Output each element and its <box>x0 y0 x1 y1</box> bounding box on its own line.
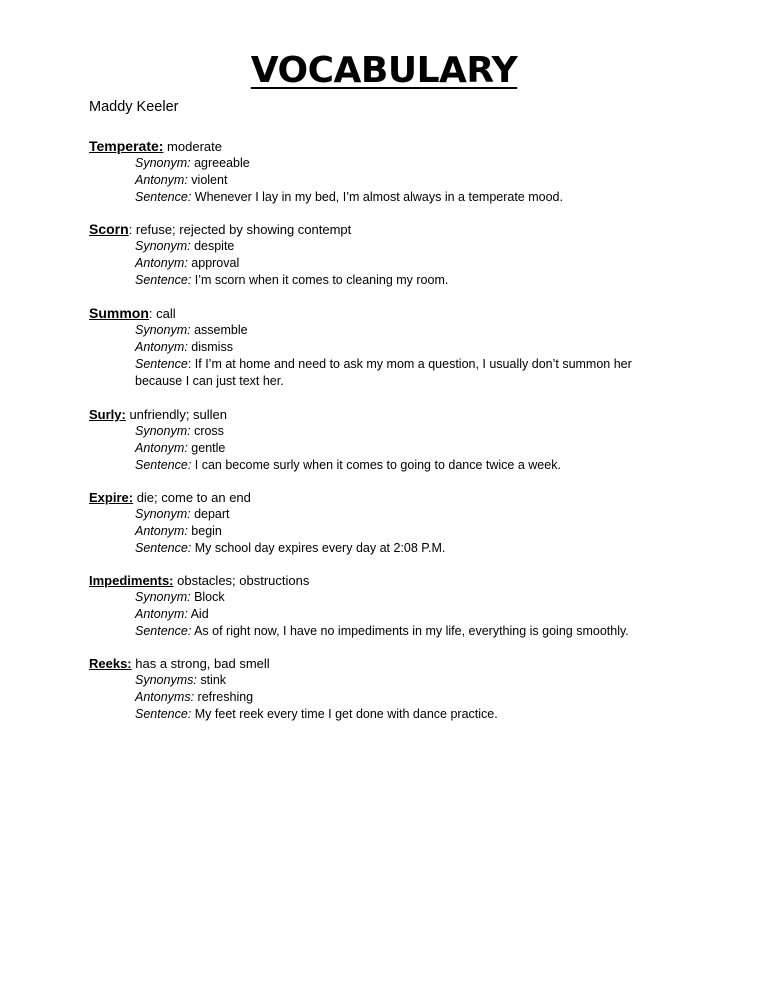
vocab-word: Scorn <box>89 221 129 237</box>
vocab-entry-summon <box>89 305 689 390</box>
sentence-line: Sentence: I’m scorn when it comes to cleaning my room. <box>135 273 449 287</box>
vocab-definition: refuse; rejected by showing contempt <box>132 222 352 237</box>
vocab-word: Temperate: <box>89 138 164 154</box>
entry-heading <box>89 572 689 589</box>
antonym-line: Antonym: approval <box>135 256 240 270</box>
vocab-word: Expire: <box>89 490 134 505</box>
vocab-definition: call <box>152 306 176 321</box>
entry-heading <box>89 655 689 672</box>
vocab-entry-scorn <box>89 221 689 289</box>
synonym-line: Synonym: assemble <box>135 323 248 337</box>
entry-heading <box>89 138 689 155</box>
vocab-definition: obstacles; obstructions <box>173 573 310 588</box>
entry-heading: Scorn: refuse; rejected by showing contempt <box>89 221 352 237</box>
antonym-line: Antonym: Aid <box>135 607 209 621</box>
antonym-line: Antonym: dismiss <box>135 340 233 354</box>
sentence-line: Sentence: My feet reek every time I get done with dance practice. <box>135 707 498 721</box>
vocab-definition: die; come to an end <box>133 490 251 505</box>
synonym-line: Synonym: cross <box>135 424 224 438</box>
sentence-line: Sentence: I can become surly when it comes to going to dance twice a week. <box>135 458 561 472</box>
vocab-entry-expire <box>89 489 689 557</box>
synonym-line: Synonym: depart <box>135 507 230 521</box>
antonym-line: Antonym: gentle <box>135 441 226 455</box>
vocab-word: Impediments: <box>89 573 174 588</box>
entry-heading <box>89 406 689 423</box>
vocab-definition: unfriendly; sullen <box>125 407 228 422</box>
vocab-entry-temperate <box>89 138 689 206</box>
entry-heading: Summon: call <box>89 305 176 321</box>
antonym-line: Antonym: begin <box>135 524 222 538</box>
synonym-line: Synonyms: stink <box>135 673 227 687</box>
sentence-line: Sentence: If I’m at home and need to ask my mom a question, I usually don’t summon her because I can just text her. <box>135 357 632 388</box>
vocab-entry-reeks <box>89 655 689 723</box>
sentence-line: Sentence: My school day expires every day at 2:08 P.M. <box>135 541 446 555</box>
synonym-line: Synonym: despite <box>135 239 235 253</box>
vocab-word: Reeks: <box>89 656 132 671</box>
antonym-line: Antonyms: refreshing <box>135 690 254 704</box>
vocab-word: Surly: <box>89 407 126 422</box>
author-name: Maddy Keeler <box>89 99 179 115</box>
sentence-line: Sentence: Whenever I lay in my bed, I’m almost always in a temperate mood. <box>135 190 563 204</box>
vocab-definition: moderate <box>163 139 222 154</box>
synonym-line: Synonym: agreeable <box>135 156 250 170</box>
vocab-word: Summon <box>89 305 149 321</box>
vocab-entry-surly <box>89 406 689 474</box>
entry-heading <box>89 489 689 506</box>
vocab-entry-impediments <box>89 572 689 640</box>
vocab-definition: has a strong, bad smell <box>131 656 270 671</box>
synonym-line: Synonym: Block <box>135 590 225 604</box>
sentence-line: Sentence: As of right now, I have no impediments in my life, everything is going smoothly. <box>135 624 629 638</box>
antonym-line: Antonym: violent <box>135 173 228 187</box>
page-title: VOCABULARY <box>250 50 518 91</box>
